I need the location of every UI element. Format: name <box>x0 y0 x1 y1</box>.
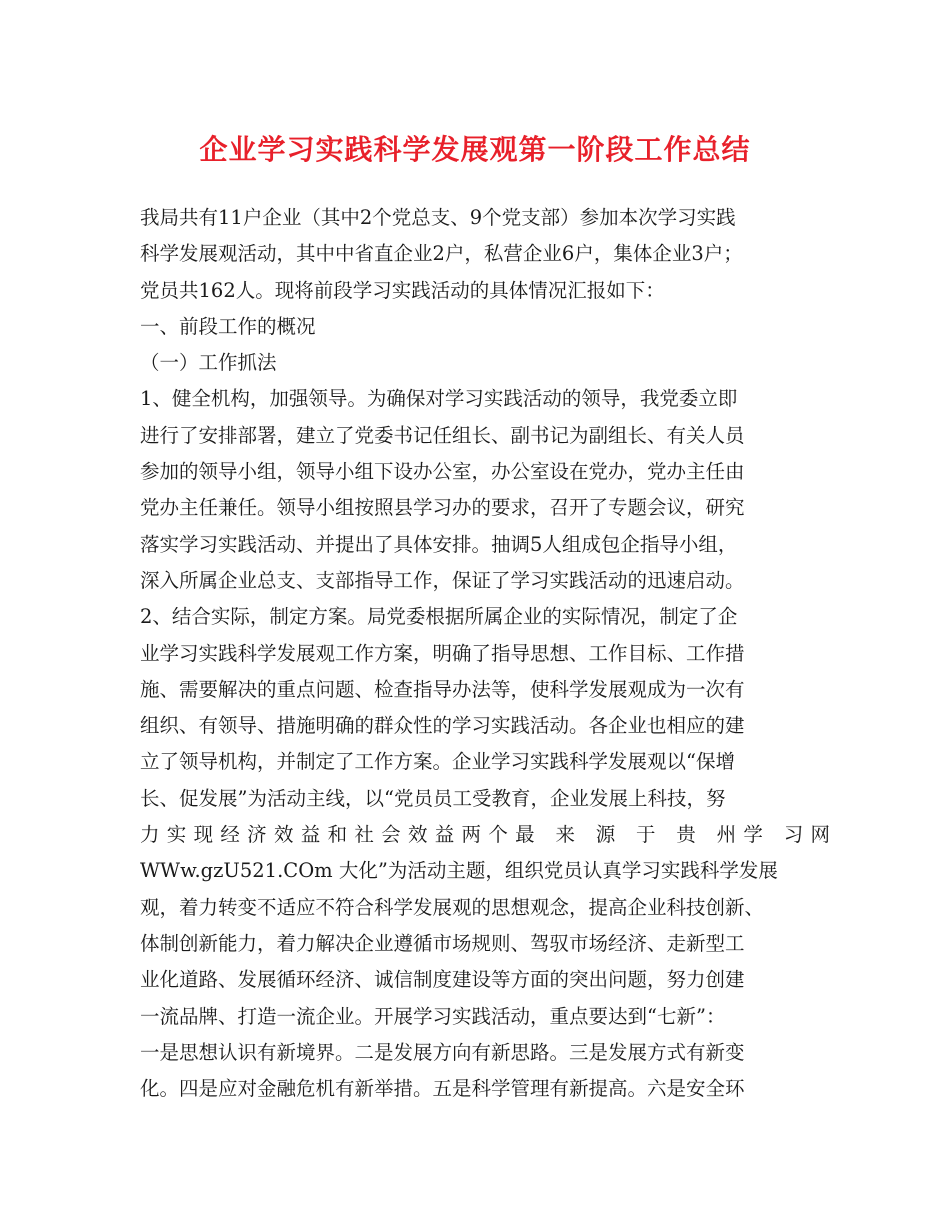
body-line: 化。四是应对金融危机有新举措。五是科学管理有新提高。六是安全环 <box>140 1077 745 1101</box>
body-line: 一流品牌、打造一流企业。开展学习实践活动，重点要达到“七新”： <box>140 1004 726 1028</box>
body-line: 1、健全机构，加强领导。为确保对学习实践活动的领导，我党委立即 <box>140 387 738 411</box>
body-line: 立了领导机构，并制定了工作方案。企业学习实践科学发展观以“保增 <box>140 750 735 774</box>
body-line: 观，着力转变不适应不符合科学发展观的思想观念，提高企业科技创新、 <box>140 895 765 919</box>
body-line: 业学习实践科学发展观工作方案，明确了指导思想、工作目标、工作措 <box>140 641 745 665</box>
body-line: WWw.gzU521.COm 大化”为活动主题，组织党员认真学习实践科学发展 <box>140 859 778 883</box>
body-line: 深入所属企业总支、支部指导工作，保证了学习实践活动的迅速启动。 <box>140 568 745 592</box>
document-title: 企业学习实践科学发展观第一阶段工作总结 <box>199 133 751 166</box>
body-line: 2、结合实际，制定方案。局党委根据所属企业的实际情况，制定了企 <box>140 605 738 629</box>
body-line: 体制创新能力，着力解决企业遵循市场规则、驾驭市场经济、走新型工 <box>140 931 745 955</box>
section-heading: 一、前段工作的概况 <box>140 314 316 338</box>
body-line: 科学发展观活动，其中中省直企业2户，私营企业6户，集体企业3户； <box>140 242 743 266</box>
body-line: 落实学习实践活动、并提出了具体安排。抽调5人组成包企指导小组， <box>140 532 738 556</box>
body-line: 业化道路、发展循环经济、诚信制度建设等方面的突出问题，努力创建 <box>140 968 745 992</box>
document-body <box>140 200 830 1107</box>
body-line: 进行了安排部署，建立了党委书记任组长、副书记为副组长、有关人员 <box>140 423 745 447</box>
body-line: 我局共有11户企业（其中2个党总支、9个党支部）参加本次学习实践 <box>140 206 736 229</box>
body-line: 党员共162人。现将前段学习实践活动的具体情况汇报如下： <box>140 278 665 302</box>
body-line: 组织、有领导、措施明确的群众性的学习实践活动。各企业也相应的建 <box>140 714 745 738</box>
subsection-heading: （一）工作抓法 <box>140 351 277 375</box>
body-line: 参加的领导小组，领导小组下设办公室，办公室设在党办，党办主任由 <box>140 460 745 484</box>
body-line: 一是思想认识有新境界。二是发展方向有新思路。三是发展方式有新变 <box>140 1040 745 1064</box>
body-line: 长、促发展”为活动主线，以“党员员工受教育，企业发展上科技，努 <box>140 786 726 810</box>
body-line: 施、需要解决的重点问题、检查指导办法等，使科学发展观成为一次有 <box>140 677 745 701</box>
body-line: 力实现经济效益和社会效益两个最 来 源 于 贵 州学 习网 <box>140 823 830 847</box>
body-line: 党办主任兼任。领导小组按照县学习办的要求，召开了专题会议，研究 <box>140 496 745 520</box>
